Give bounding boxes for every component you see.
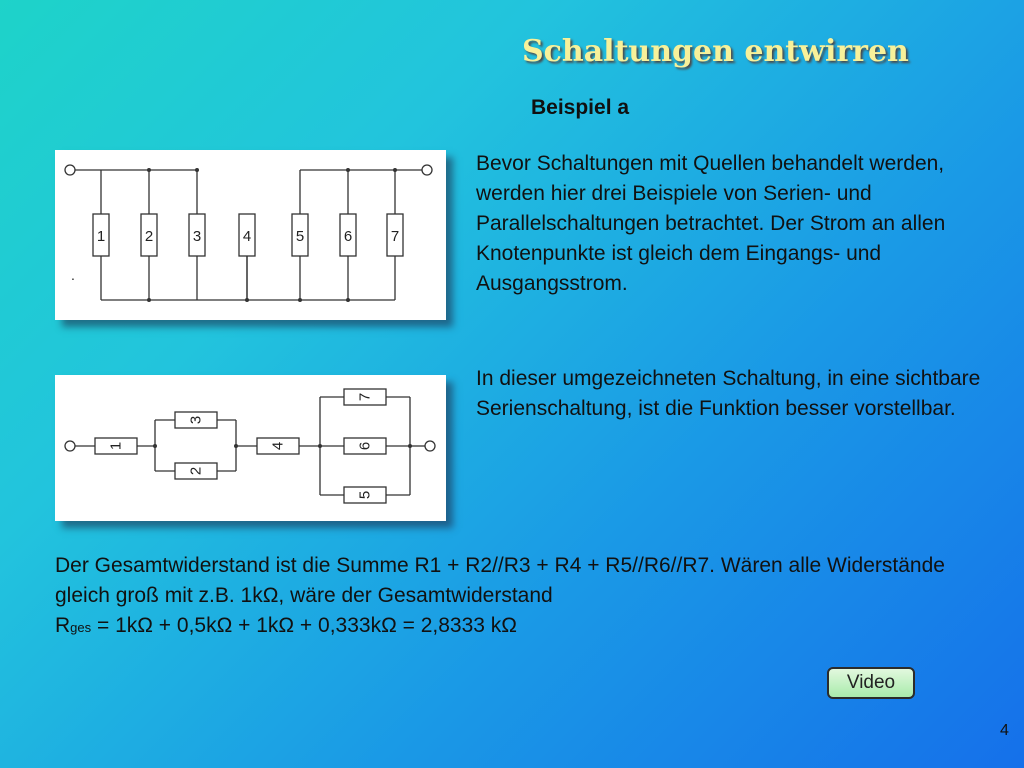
redrawn-explanation-paragraph: In dieser umgezeichneten Schaltung, in eine sichtbare Serienschaltung, ist die Funktion besser vorstellbar. (476, 367, 981, 420)
resistor-label-5: 5 (356, 490, 374, 500)
resistor-label-2: 2 (144, 228, 154, 245)
circuit-original-svg (55, 150, 446, 320)
intro-paragraph: Bevor Schaltungen mit Quellen behandelt werden, werden hier drei Beispiele von Serien- und Parallelschaltungen betrachtet. Der Strom an allen Knotenpunkte ist gleich dem Eingangs- und Ausgangsstrom. (476, 152, 946, 295)
total-resistance-paragraph (55, 551, 995, 643)
resistor-label-3: 3 (192, 228, 202, 245)
circuit-diagram-original (55, 150, 446, 320)
resistor-label-7: 7 (356, 392, 374, 402)
resistor-label-2: 2 (187, 466, 205, 476)
dot-mark: . (71, 267, 75, 283)
resistor-label-6: 6 (343, 228, 353, 245)
terminal-in (65, 165, 75, 175)
video-button[interactable]: Video (827, 667, 915, 699)
resistor-label-3: 3 (187, 415, 205, 425)
resistor-label-4: 4 (242, 228, 252, 245)
formula-subscript: ges (70, 620, 92, 635)
formula-expression: = 1kΩ + 0,5kΩ + 1kΩ + 0,333kΩ = 2,8333 kΩ (91, 614, 517, 637)
slide-subtitle: Beispiel a (531, 96, 630, 119)
circuit-redrawn-svg (55, 375, 446, 521)
resistor-label-7: 7 (390, 228, 400, 245)
page-number: 4 (1000, 722, 1009, 739)
formula (55, 614, 517, 637)
circuit-diagram-redrawn (55, 375, 446, 521)
resistor-label-1: 1 (107, 441, 125, 451)
resistor-label-4: 4 (269, 441, 287, 451)
formula-symbol: R (55, 614, 71, 637)
terminal-out (422, 165, 432, 175)
slide-title: Schaltungen entwirren (522, 34, 909, 69)
terminal-out (425, 441, 435, 451)
resistor-label-1: 1 (96, 228, 106, 245)
resistor-label-6: 6 (356, 441, 374, 451)
resistor-label-5: 5 (295, 228, 305, 245)
terminal-in (65, 441, 75, 451)
total-resistance-text: Der Gesamtwiderstand ist die Summe R1 + R2//R3 + R4 + R5//R6//R7. Wären alle Widerstände gleich groß mit z.B. 1kΩ, wäre der Gesamtwiderstand (55, 554, 945, 607)
